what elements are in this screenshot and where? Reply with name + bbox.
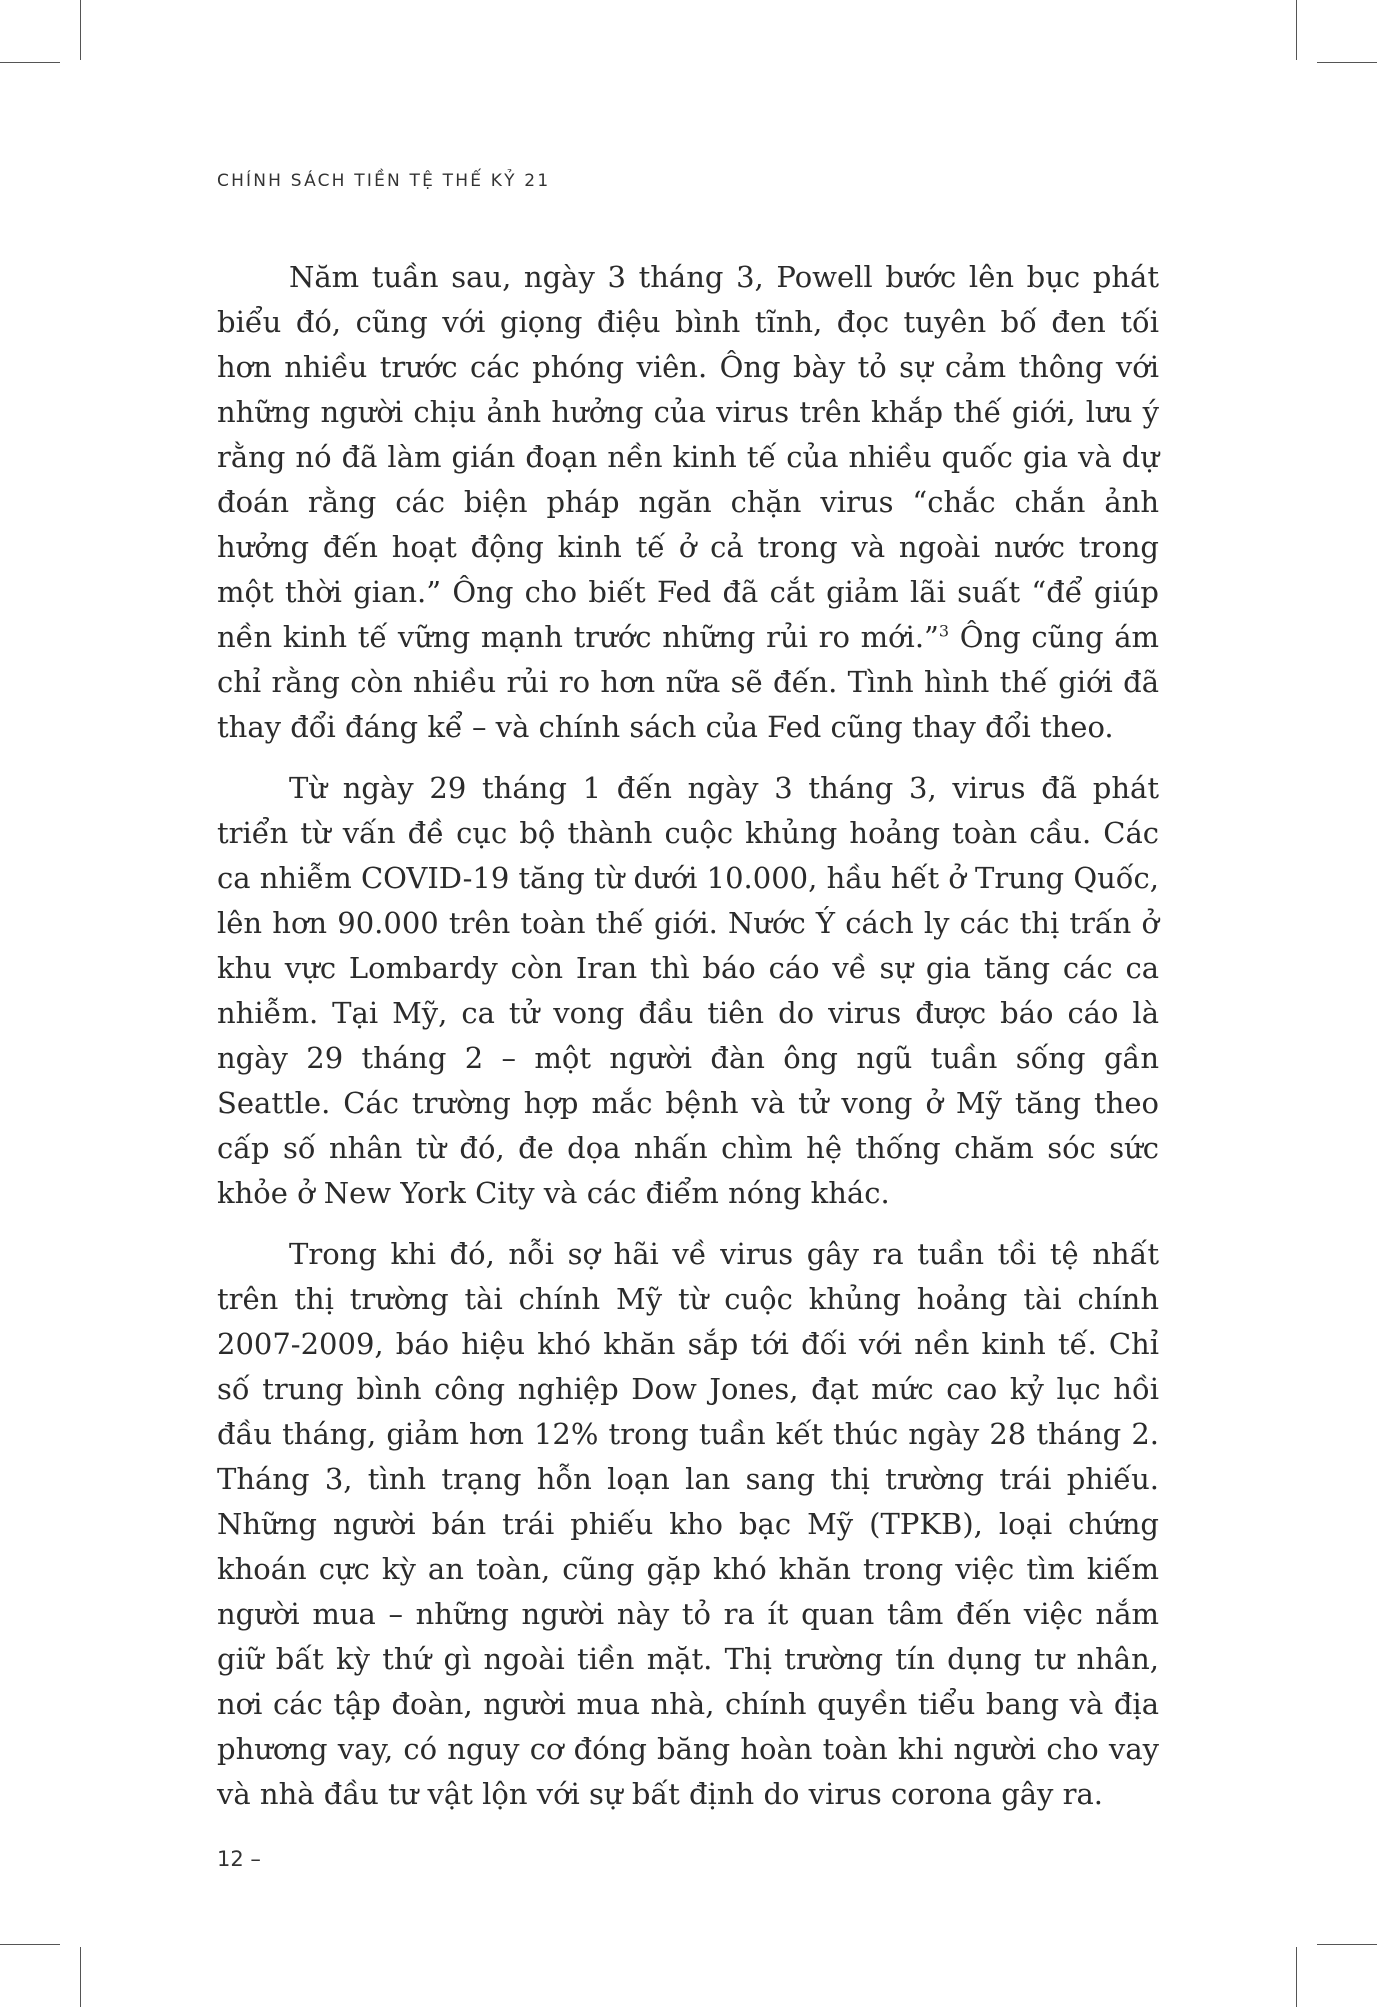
paragraph-3: Trong khi đó, nỗi sợ hãi về virus gây ra tuần tồi tệ nhất trên thị trường tài chính Mỹ từ cuộc khủng hoảng tài chính 2007-2009, báo hiệu khó khăn sắp tới đối với nền kinh tế. Chỉ số trung bình công nghiệp Dow Jones, đạt mức cao kỷ lục hồi đầu tháng, giảm hơn 12% trong tuần kết thúc ngày 28 tháng 2. Tháng 3, tình trạng hỗn loạn lan sang thị trường trái phiếu. Những người bán trái phiếu kho bạc Mỹ (TPKB), loại chứng khoán cực kỳ an toàn, cũng gặp khó khăn trong việc tìm kiếm người mua – những người này tỏ ra ít quan tâm đến việc nắm giữ bất kỳ thứ gì ngoài tiền mặt. Thị trường tín dụng tư nhân, nơi các tập đoàn, người mua nhà, chính quyền tiểu bang và địa phương vay, có nguy cơ đóng băng hoàn toàn khi người cho vay và nhà đầu tư vật lộn với sự bất định do virus corona gây ra. xyxy=(217,1237,1159,1811)
crop-mark-bottom-right-h xyxy=(1317,1944,1377,1945)
crop-mark-top-left xyxy=(80,0,81,60)
crop-mark-bottom-right xyxy=(1296,1947,1297,2007)
crop-mark-top-left-h xyxy=(0,62,60,63)
running-header: CHÍNH SÁCH TIỀN TỆ THẾ KỶ 21 xyxy=(217,171,551,191)
paragraph-1-text-cont: Ông cũng ám chỉ rằng còn nhiều rủi ro hơn nữa sẽ đến. Tình hình thế giới đã thay đổi đáng kể – và chính sách của Fed cũng thay đổi theo. xyxy=(217,620,1159,744)
crop-mark-top-right-h xyxy=(1317,62,1377,63)
crop-mark-top-right xyxy=(1296,0,1297,60)
crop-mark-bottom-left xyxy=(80,1947,81,2007)
paragraph-2: Từ ngày 29 tháng 1 đến ngày 3 tháng 3, virus đã phát triển từ vấn đề cục bộ thành cuộc khủng hoảng toàn cầu. Các ca nhiễm COVID-19 tăng từ dưới 10.000, hầu hết ở Trung Quốc, lên hơn 90.000 trên toàn thế giới. Nước Ý cách ly các thị trấn ở khu vực Lombardy còn Iran thì báo cáo về sự gia tăng các ca nhiễm. Tại Mỹ, ca tử vong đầu tiên do virus được báo cáo là ngày 29 tháng 2 – một người đàn ông ngũ tuần sống gần Seattle. Các trường hợp mắc bệnh và tử vong ở Mỹ tăng theo cấp số nhân từ đó, đe dọa nhấn chìm hệ thống chăm sóc sức khỏe ở New York City và các điểm nóng khác. xyxy=(217,771,1159,1210)
body-text xyxy=(217,255,1159,1833)
page-number: 12 – xyxy=(217,1847,261,1871)
footnote-ref-3[interactable]: 3 xyxy=(938,621,950,641)
crop-mark-bottom-left-h xyxy=(0,1944,60,1945)
paragraph-1 xyxy=(217,255,1159,750)
paragraph-1-text: Năm tuần sau, ngày 3 tháng 3, Powell bước lên bục phát biểu đó, cũng với giọng điệu bình tĩnh, đọc tuyên bố đen tối hơn nhiều trước các phóng viên. Ông bày tỏ sự cảm thông với những người chịu ảnh hưởng của virus trên khắp thế giới, lưu ý rằng nó đã làm gián đoạn nền kinh tế của nhiều quốc gia và dự đoán rằng các biện pháp ngăn chặn virus “chắc chắn ảnh hưởng đến hoạt động kinh tế ở cả trong và ngoài nước trong một thời gian.” Ông cho biết Fed đã cắt giảm lãi suất “để giúp nền kinh tế vững mạnh trước những rủi ro mới.” xyxy=(217,260,1159,654)
